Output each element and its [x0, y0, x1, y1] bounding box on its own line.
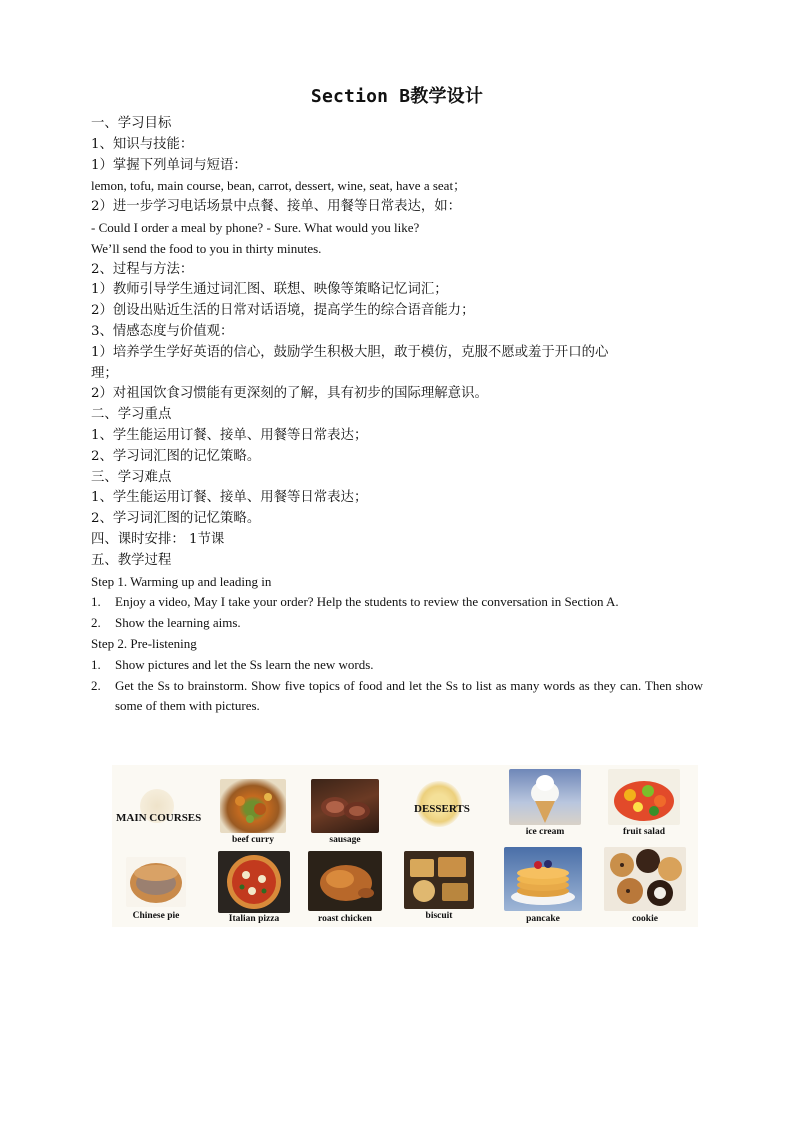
biscuit-icon: [404, 851, 474, 909]
vocabulary-list: lemon, tofu, main course, bean, carrot, dessert, wine, seat, have a seat；: [91, 178, 467, 194]
beef-curry-icon: [220, 779, 286, 833]
heading-teaching-process: 五、教学过程: [91, 552, 172, 568]
item-text: Show the learning aims.: [115, 615, 241, 631]
subheading-attitude-values: 3、情感态度与价值观：: [91, 323, 234, 339]
step-1-title: Step 1. Warming up and leading in: [91, 573, 272, 589]
example-sentence: We’ll send the food to you in thirty minutes.: [91, 240, 322, 256]
item-number: 2.: [91, 615, 101, 631]
step-2-title: Step 2. Pre-listening: [91, 635, 197, 651]
fruit-salad-photo: [608, 769, 680, 825]
sausage-photo: [311, 779, 379, 833]
key-point-1: 1、学生能运用订餐、接单、用餐等日常表达；: [91, 427, 368, 443]
item-culture: 2）对祖国饮食习惯能有更深刻的了解，具有初步的国际理解意识。: [91, 386, 488, 402]
difficulty-1: 1、学生能运用订餐、接单、用餐等日常表达；: [91, 490, 368, 506]
cookie-icon: [604, 847, 686, 911]
key-point-2: 2、学习词汇图的记忆策略。: [91, 448, 261, 464]
item-number: 2.: [91, 677, 101, 693]
heading-key-points: 二、学习重点: [91, 407, 172, 423]
item-confidence-cont: 理；: [91, 365, 118, 381]
page-title: Section B教学设计: [310, 86, 484, 107]
roast-chicken-icon: [308, 851, 382, 911]
food-vocabulary-image: [112, 765, 698, 927]
caption-sausage: sausage: [329, 835, 361, 845]
caption-italian-pizza: Italian pizza: [228, 914, 280, 924]
heading-difficulties: 三、学习难点: [91, 469, 172, 485]
difficulty-2: 2、学习词汇图的记忆策略。: [91, 511, 261, 527]
item-master-words: 1）掌握下列单词与短语：: [91, 157, 247, 173]
step-1-item-1: [91, 592, 703, 613]
sausage-icon: [311, 779, 379, 833]
ice-cream-icon: [509, 769, 581, 825]
roast-chicken-photo: [308, 851, 382, 911]
subheading-process-methods: 2、过程与方法：: [91, 261, 194, 277]
caption-biscuit: biscuit: [425, 911, 453, 921]
item-number: 1.: [91, 594, 101, 610]
biscuit-photo: [404, 851, 474, 909]
item-text: Enjoy a video, May I take your order? Help the students to review the conversation in Section A.: [115, 594, 619, 610]
beef-curry-photo: [220, 779, 286, 833]
step-1-item-2: [91, 613, 703, 634]
ice-cream-photo: [509, 769, 581, 825]
item-text: Show pictures and let the Ss learn the new words.: [115, 656, 374, 672]
caption-pancake: pancake: [526, 914, 560, 924]
caption-fruit-salad: fruit salad: [623, 827, 665, 837]
item-confidence: 1）培养学生学好英语的信心，鼓励学生积极大胆，敢于模仿，克服不愿或羞于开口的心: [91, 344, 609, 360]
fruit-salad-icon: [608, 769, 680, 825]
item-number: 1.: [91, 656, 101, 672]
italian-pizza-icon: [218, 851, 290, 913]
example-dialogue: - Could I order a meal by phone? - Sure. What would you like?: [91, 219, 420, 235]
caption-chinese-pie: Chinese pie: [132, 911, 180, 921]
chinese-pie-photo: [126, 857, 186, 907]
caption-beef-curry: beef curry: [232, 835, 274, 845]
step-2-item-1: [91, 655, 703, 676]
italian-pizza-photo: [218, 851, 290, 913]
heading-schedule: 四、课时安排： 1节课: [91, 531, 225, 547]
subheading-knowledge-skills: 1、知识与技能：: [91, 136, 194, 152]
chinese-pie-icon: [126, 857, 186, 907]
pancake-photo: [504, 847, 582, 911]
item-vocab-strategy: 1）教师引导学生通过词汇图、联想、映像等策略记忆词汇；: [91, 282, 448, 298]
desserts-label: DESSERTS: [414, 803, 470, 815]
document-body: [91, 82, 703, 717]
caption-roast-chicken: roast chicken: [318, 914, 372, 924]
caption-cookie: cookie: [632, 914, 658, 924]
step-2-item-2: [91, 676, 703, 718]
item-text: Get the Ss to brainstorm. Show five topics of food and let the Ss to list as many words as they can. Then show some of them with pictures.: [115, 677, 703, 714]
main-courses-label: MAIN COURSES: [116, 812, 202, 824]
item-dialogue-context: 2）创设出贴近生活的日常对话语境，提高学生的综合语音能力；: [91, 303, 475, 319]
heading-objectives: 一、学习目标: [91, 116, 172, 131]
caption-ice-cream: ice cream: [525, 827, 565, 837]
cookie-photo: [604, 847, 686, 911]
pancake-icon: [504, 847, 582, 911]
item-phone-expressions: 2）进一步学习电话场景中点餐、接单、用餐等日常表达，如：: [91, 199, 462, 215]
